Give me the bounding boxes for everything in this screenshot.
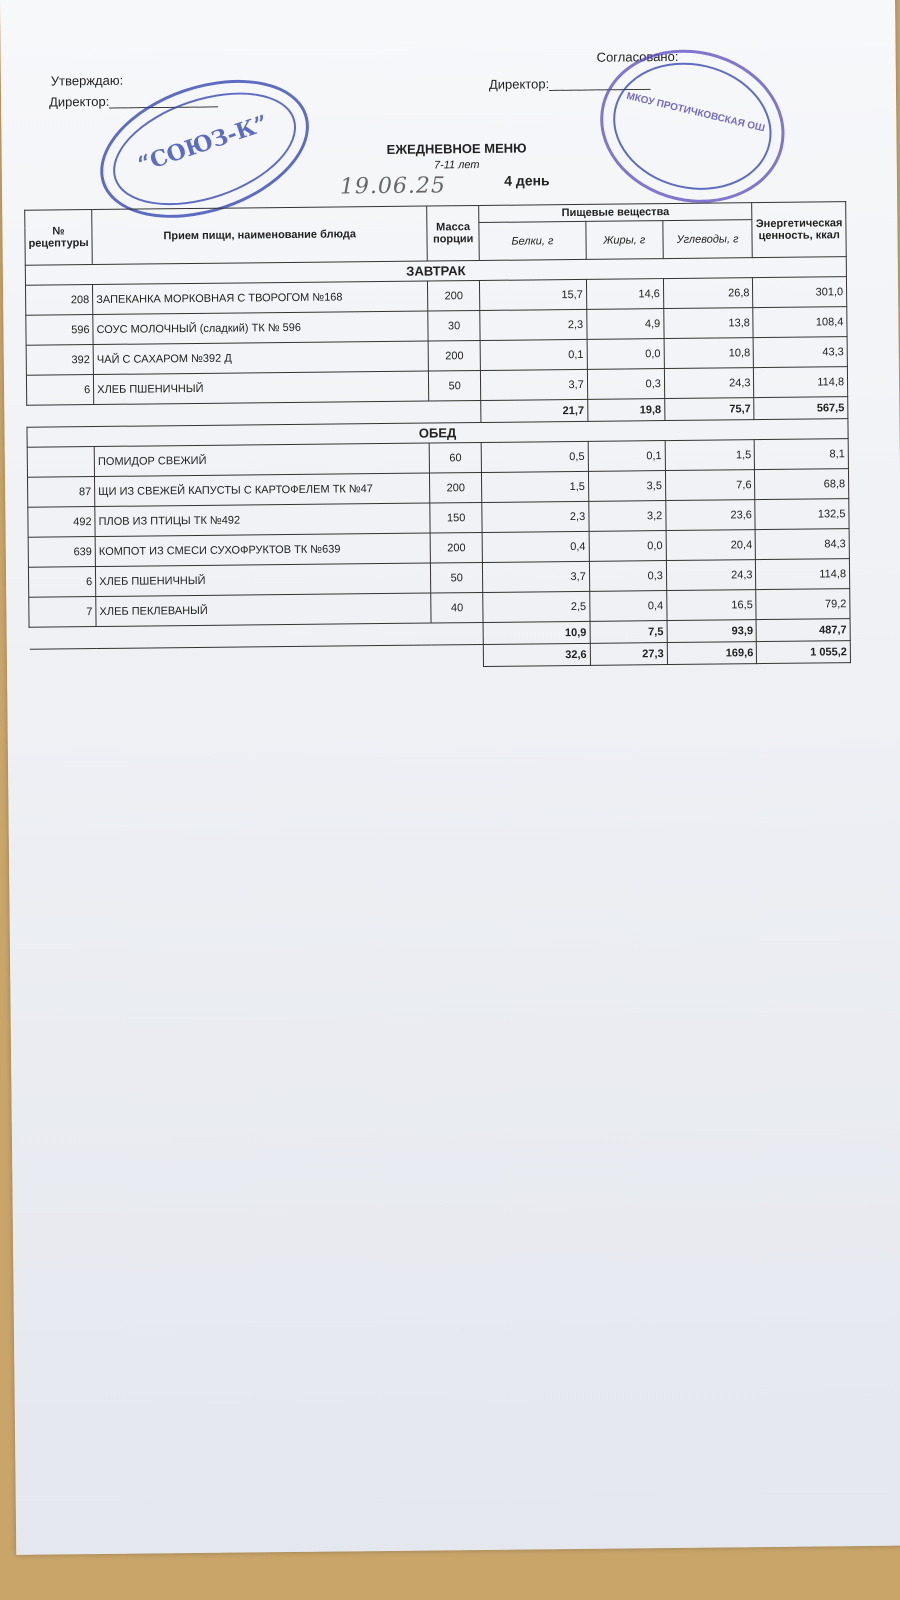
dish-energy: 114,8 xyxy=(756,559,850,590)
recipe-no: 87 xyxy=(27,477,94,508)
recipe-no: 6 xyxy=(28,567,95,598)
dish-fat: 0,4 xyxy=(589,591,666,622)
dish-carbs: 24,3 xyxy=(666,560,756,591)
dish-carbs: 24,3 xyxy=(664,368,754,399)
dish-protein: 2,5 xyxy=(483,591,590,622)
dish-carbs: 10,8 xyxy=(664,338,754,369)
dish-mass: 60 xyxy=(430,442,482,473)
dish-name: ЗАПЕКАНКА МОРКОВНАЯ С ТВОРОГОМ №168 xyxy=(93,281,429,315)
approve-label: Утверждаю: xyxy=(50,72,124,89)
agreed-director: Директор:______________ xyxy=(488,75,651,92)
recipe-no: 208 xyxy=(25,285,92,316)
dish-name: ЧАЙ С САХАРОМ №392 Д xyxy=(93,341,429,375)
col-protein: Белки, г xyxy=(479,221,586,260)
dish-protein: 2,3 xyxy=(482,501,589,532)
dish-fat: 0,3 xyxy=(589,561,666,592)
age-range: 7-11 лет xyxy=(433,158,480,172)
dish-energy: 301,0 xyxy=(753,277,847,308)
dish-name: ЩИ ИЗ СВЕЖЕЙ КАПУСТЫ С КАРТОФЕЛЕМ ТК №47 xyxy=(95,473,431,507)
dish-protein: 1,5 xyxy=(481,471,588,502)
dish-fat: 14,6 xyxy=(586,279,663,310)
col-mass: Масса порции xyxy=(427,205,479,261)
dish-energy: 132,5 xyxy=(755,499,849,530)
dish-fat: 0,3 xyxy=(587,369,664,400)
dish-protein: 3,7 xyxy=(482,561,589,592)
col-energy: Энергетическая ценность, ккал xyxy=(752,202,846,258)
dish-mass: 150 xyxy=(430,502,482,533)
dish-fat: 3,5 xyxy=(588,471,665,502)
dish-fat: 3,2 xyxy=(589,501,666,532)
col-nutrients: Пищевые вещества xyxy=(479,203,753,223)
recipe-no: 596 xyxy=(26,315,93,346)
dish-mass: 30 xyxy=(428,310,480,341)
dish-energy: 8,1 xyxy=(755,439,849,470)
dish-energy: 108,4 xyxy=(753,307,847,338)
grand-total-energy: 1 055,2 xyxy=(757,641,851,664)
dish-fat: 0,0 xyxy=(589,531,666,562)
dish-name: ПОМИДОР СВЕЖИЙ xyxy=(94,443,430,477)
total-protein: 21,7 xyxy=(481,399,588,422)
grand-total-fat: 27,3 xyxy=(590,643,667,666)
recipe-no: 7 xyxy=(29,597,96,628)
dish-energy: 68,8 xyxy=(755,469,849,500)
dish-protein: 2,3 xyxy=(480,309,587,340)
recipe-no: 492 xyxy=(28,507,95,538)
menu-title: ЕЖЕДНЕВНОЕ МЕНЮ xyxy=(386,140,527,157)
dish-name: ХЛЕБ ПЕКЛЕВАНЫЙ xyxy=(96,593,432,627)
section-breakfast: ЗАВТРАК xyxy=(25,257,846,286)
agreed-label: Согласовано: xyxy=(596,48,679,65)
dish-name: ПЛОВ ИЗ ПТИЦЫ ТК №492 xyxy=(95,503,431,537)
dish-mass: 40 xyxy=(431,592,483,623)
grand-total-protein: 32,6 xyxy=(483,643,590,666)
col-fat: Жиры, г xyxy=(586,221,663,260)
dish-energy: 114,8 xyxy=(754,367,848,398)
handwritten-date: 19.06.25 xyxy=(339,173,447,200)
school-stamp-text: МКОУ ПРОТИЧКОВСКАЯ ОШ xyxy=(625,90,766,135)
dish-mass: 200 xyxy=(428,340,480,371)
dish-protein: 15,7 xyxy=(479,279,586,310)
dish-protein: 0,4 xyxy=(482,531,589,562)
total-energy: 487,7 xyxy=(756,619,850,642)
total-fat: 7,5 xyxy=(590,621,667,644)
dish-mass: 200 xyxy=(428,280,480,311)
recipe-no: 392 xyxy=(26,345,93,376)
total-energy: 567,5 xyxy=(754,397,848,420)
dish-protein: 0,5 xyxy=(481,441,588,472)
grand-total-carbs: 169,6 xyxy=(667,642,757,665)
dish-carbs: 7,6 xyxy=(665,470,755,501)
dish-protein: 3,7 xyxy=(480,369,587,400)
col-carbs: Углеводы, г xyxy=(663,220,753,259)
total-carbs: 75,7 xyxy=(664,398,754,421)
dish-fat: 0,1 xyxy=(588,441,665,472)
dish-carbs: 26,8 xyxy=(663,278,753,309)
total-protein: 10,9 xyxy=(483,621,590,644)
dish-fat: 4,9 xyxy=(586,309,663,340)
company-stamp-text: “СОЮЗ-К” xyxy=(134,110,272,179)
dish-carbs: 20,4 xyxy=(666,530,756,561)
dish-energy: 43,3 xyxy=(753,337,847,368)
dish-protein: 0,1 xyxy=(480,339,587,370)
approve-director: Директор:_______________ xyxy=(48,92,218,110)
dish-carbs: 13,8 xyxy=(664,308,754,339)
dish-fat: 0,0 xyxy=(587,339,664,370)
dish-carbs: 1,5 xyxy=(665,440,755,471)
total-carbs: 93,9 xyxy=(667,620,757,643)
col-recipe-no: № рецептуры xyxy=(25,210,93,266)
recipe-no: 639 xyxy=(28,537,95,568)
dish-energy: 84,3 xyxy=(756,529,850,560)
recipe-no: 6 xyxy=(26,375,93,406)
menu-table xyxy=(24,201,851,672)
dish-name: ХЛЕБ ПШЕНИЧНЫЙ xyxy=(94,371,430,405)
col-meal-name: Прием пищи, наименование блюда xyxy=(92,206,428,265)
dish-mass: 50 xyxy=(429,370,481,401)
day-number: 4 день xyxy=(504,172,550,189)
dish-carbs: 16,5 xyxy=(667,590,757,621)
section-lunch: ОБЕД xyxy=(27,419,848,448)
dish-name: ХЛЕБ ПШЕНИЧНЫЙ xyxy=(96,563,432,597)
dish-mass: 200 xyxy=(430,532,482,563)
dish-carbs: 23,6 xyxy=(666,500,756,531)
dish-mass: 200 xyxy=(430,472,482,503)
total-fat: 19,8 xyxy=(587,399,664,422)
dish-name: СОУС МОЛОЧНЫЙ (сладкий) ТК № 596 xyxy=(93,311,429,345)
dish-name: КОМПОТ ИЗ СМЕСИ СУХОФРУКТОВ ТК №639 xyxy=(95,533,431,567)
dish-mass: 50 xyxy=(431,562,483,593)
dish-energy: 79,2 xyxy=(756,589,850,620)
recipe-no xyxy=(27,447,94,478)
